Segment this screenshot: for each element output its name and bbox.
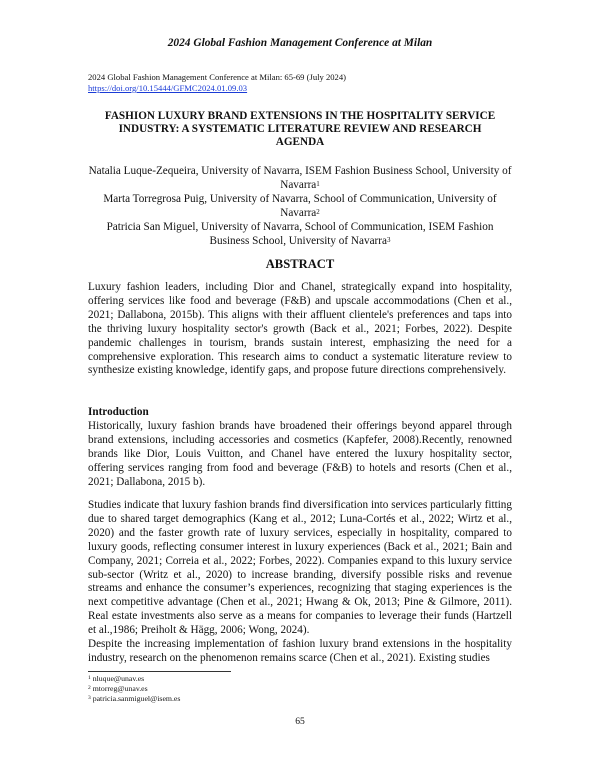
abstract-text: Luxury fashion leaders, including Dior and Chanel, strategically expand into hospitality, offering services like food and beverage (F&B) and upscale accommodations (Chen et al., 2021; Dallabona, 2015b). This aligns with their affluent clientele's preferences and taps into the thriving luxury hospitality sector's growth (Back et al., 2021; Forbes, 2022). Despite pandemic challenges in tourism, brands sustain interest, emphasizing the need for a comprehensive exploration. This research aims to conduct a systematic literature review to synthesize existing knowledge, identify gaps, and propose future directions comprehensively. <box>88 281 512 377</box>
intro-body <box>88 499 512 666</box>
author-list <box>88 165 512 248</box>
footnote-number: 2 <box>88 684 91 691</box>
intro-paragraph-1: Historically, luxury fashion brands have broadened their offerings beyond apparel through brand extensions, including accessories and cosmetics (Kapfefer, 2008).Recently, renowned brands like Dior, Louis Vuitton, and Chanel have entered the luxury hospitality sector, offering services ranging from food and beverage (F&B) to hotels and resorts (Chen et al., 2021; Dallabona, 2015 b). <box>88 420 512 488</box>
footnote-email: mtorreg@unav.es <box>92 683 148 693</box>
author-entry <box>88 165 512 193</box>
author-affiliation: Marta Torregrosa Puig, University of Navarra, School of Communication, University of Navarra <box>103 192 497 219</box>
footnote-email: nluque@unav.es <box>92 674 145 683</box>
author-affiliation: Natalia Luque-Zequeira, University of Navarra, ISEM Fashion Business School, University of Navarra <box>88 165 512 191</box>
title-line-3: AGENDA <box>275 136 325 148</box>
citation-line: 2024 Global Fashion Management Conference at Milan: 65-69 (July 2024) <box>88 72 346 82</box>
intro-paragraph-3: Despite the increasing implementation of fashion luxury brand extensions in the hospitality industry, research on the phenomenon remains scarce (Chen et al., 2021). Existing studies <box>88 638 512 664</box>
footnote-number: 3 <box>88 694 91 701</box>
footnote-email: patricia.sanmiguel@isem.es <box>92 693 181 703</box>
author-affiliation: Patricia San Miguel, University of Navarra, School of Communication, ISEM Fashion Business School, University of Navarra <box>106 220 494 247</box>
footnote-marker: 1 <box>316 179 320 188</box>
footnote-item <box>88 684 180 694</box>
title-line-2: INDUSTRY: A SYSTEMATIC LITERATURE REVIEW AND RESEARCH <box>118 123 482 135</box>
footnotes <box>88 674 180 704</box>
author-entry <box>88 193 512 221</box>
footnote-item <box>88 694 180 704</box>
intro-paragraph-2: Studies indicate that luxury fashion brands find diversification into services particularly fitting due to shared target demographics (Kang et al., 2012; Luna-Cortés et al., 2022; Wirtz et al., 2020) and the faster growth rate of luxury services, especially in hospitality, compared to luxury goods, reflecting consumer interest in luxury experiences (Back et al., 2021; Bain and Company, 2021; Correia et al., 2022; Forbes, 2022). Companies expand to this luxury service sub-sector (Writz et al., 2020) to increase branding, diversify possible risks and revenue streams and enhance the consumer’s experiences, recognizing that staging experiences is the next competitive advantage (Chen et al., 2021; Hwang & Ok, 2013; Pine & Gilmore, 2011). Real estate investments also serve as a means for companies to leverage their funds (Hartzell et al.,1986; Preiholt & Hägg, 2006; Wong, 2024). <box>88 499 512 637</box>
doi-link[interactable]: https://doi.org/10.15444/GFMC2024.01.09.03 <box>88 83 248 93</box>
footnote-marker: 3 <box>386 235 391 244</box>
abstract-heading: ABSTRACT <box>265 257 335 271</box>
author-entry <box>88 221 512 249</box>
footnote-marker: 2 <box>316 207 320 216</box>
section-heading-introduction: Introduction <box>88 406 149 418</box>
title-line-1: FASHION LUXURY BRAND EXTENSIONS IN THE HOSPITALITY SERVICE <box>104 110 496 122</box>
footnote-divider <box>88 671 231 672</box>
citation-block <box>88 72 346 94</box>
footnote-item <box>88 674 180 684</box>
paper-title <box>88 110 512 149</box>
page-number: 65 <box>295 716 305 727</box>
footnote-number: 1 <box>88 675 91 681</box>
running-header: 2024 Global Fashion Management Conference at Milan <box>167 37 433 49</box>
